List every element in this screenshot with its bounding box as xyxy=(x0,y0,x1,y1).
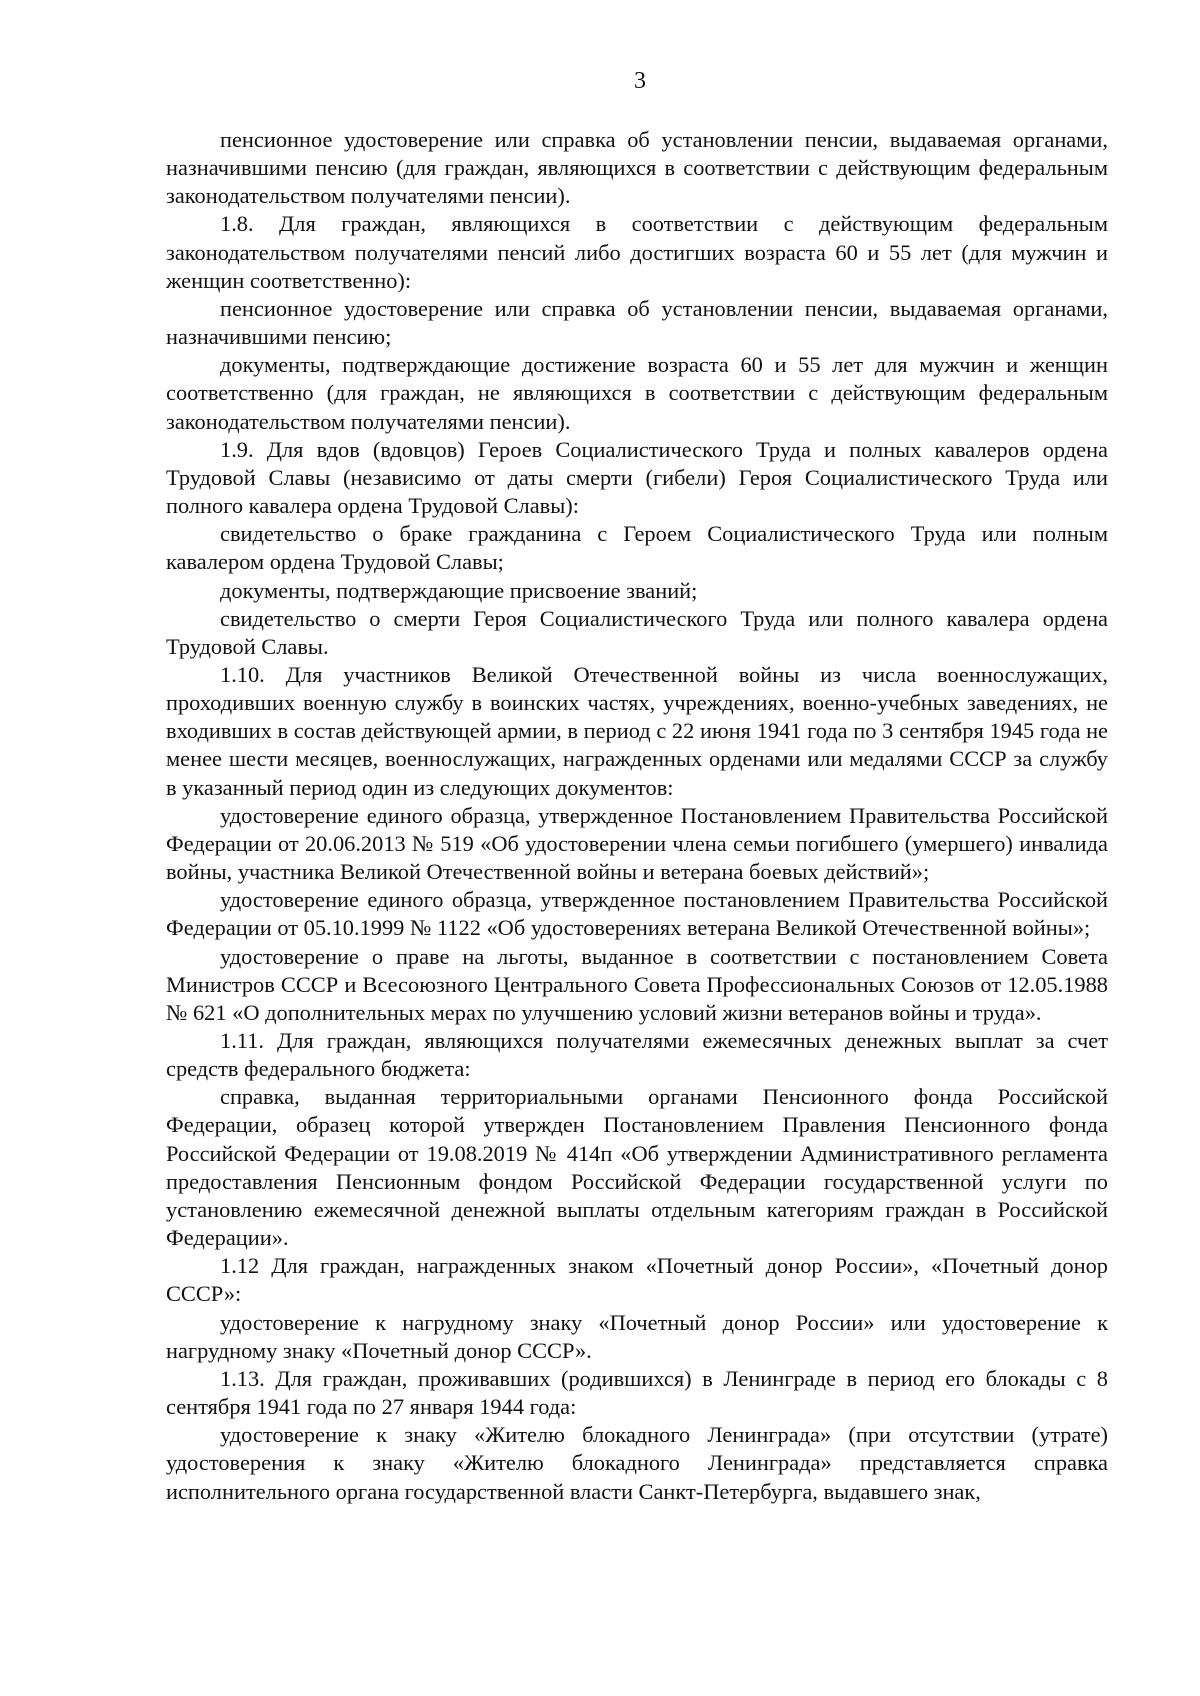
page-number: 3 xyxy=(634,68,646,94)
paragraph-death-certificate: свидетельство о смерти Героя Социалистического Труда или полного кавалера ордена Трудовой Славы. xyxy=(166,605,1108,659)
paragraph-age-documents: документы, подтверждающие достижение возраста 60 и 55 лет для мужчин и женщин соответственно (для граждан, не являющихся в соответствии с действующим федеральным законодательством получателями пенсии). xyxy=(166,352,1108,434)
paragraph-marriage-certificate: свидетельство о браке гражданина с Героем Социалистического Труда или полным кавалером ордена Трудовой Славы; xyxy=(166,521,1108,575)
paragraph-item-1-12: 1.12 Для граждан, награжденных знаком «Почетный донор России», «Почетный донор СССР»: xyxy=(166,1253,1108,1307)
paragraph-certificate-519: удостоверение единого образца, утвержденное Постановлением Правительства Российской Федерации от 20.06.2013 № 519 «Об удостоверении члена семьи погибшего (умершего) инвалида войны, участника Великой Отечественной войны и ветерана боевых действий»; xyxy=(166,802,1108,885)
document-body xyxy=(166,126,1108,1506)
paragraph-donor-certificate: удостоверение к нагрудному знаку «Почетный донор России» или удостоверение к нагрудному знаку «Почетный донор СССР». xyxy=(166,1309,1108,1363)
paragraph-item-1-10: 1.10. Для участников Великой Отечественной войны из числа военнослужащих, проходивших военную службу в воинских частях, учреждениях, военно-учебных заведениях, не входивших в состав действующей армии, в период с 22 июня 1941 года по 3 сентября 1945 года не менее шести месяцев, военнослужащих, награжденных орденами или медалями СССР за службу в указанный период один из следующих документов: xyxy=(166,661,1108,800)
paragraph-title-documents: документы, подтверждающие присвоение званий; xyxy=(220,577,698,603)
paragraph-pension-fund-reference: справка, выданная территориальными органами Пенсионного фонда Российской Федерации, образец которой утвержден Постановлением Правления Пенсионного фонда Российской Федерации от 19.08.2019 № 414п «Об утверждении Административного регламента предоставления Пенсионным фондом Российской Федерации государственной услуги по установлению ежемесячной денежной выплаты отдельным категориям граждан в Российской Федерации». xyxy=(166,1084,1108,1251)
paragraph-certificate-621: удостоверение о праве на льготы, выданное в соответствии с постановлением Совета Министров СССР и Всесоюзного Центрального Совета Профессиональных Союзов от 12.05.1988 № 621 «О дополнительных мерах по улучшению условий жизни ветеранов войны и труда». xyxy=(166,943,1108,1025)
paragraph-item-1-11: 1.11. Для граждан, являющихся получателями ежемесячных денежных выплат за счет средств федерального бюджета: xyxy=(166,1028,1108,1082)
paragraph-item-1-8: 1.8. Для граждан, являющихся в соответствии с действующим федеральным законодательством получателями пенсий либо достигших возраста 60 и 55 лет (для мужчин и женщин соответственно): xyxy=(166,211,1108,293)
paragraph-leningrad-certificate: удостоверение к знаку «Жителю блокадного Ленинграда» (при отсутствии (утрате) удостоверения к знаку «Жителю блокадного Ленинграда» представляется справка исполнительного органа государственной власти Санкт-Петербурга, выдавшего знак, xyxy=(166,1422,1108,1504)
paragraph-certificate-1122: удостоверение единого образца, утвержденное постановлением Правительства Российской Федерации от 05.10.1999 № 1122 «Об удостоверениях ветерана Великой Отечественной войны»; xyxy=(166,887,1108,941)
paragraph-pension-certificate-2: пенсионное удостоверение или справка об установлении пенсии, выдаваемая органами, назначившими пенсию; xyxy=(166,295,1108,350)
paragraph-pension-certificate: пенсионное удостоверение или справка об установлении пенсии, выдаваемая органами, назначившими пенсию (для граждан, являющихся в соответствии с действующим федеральным законодательством получателями пенсии). xyxy=(166,127,1108,209)
paragraph-item-1-13: 1.13. Для граждан, проживавших (родившихся) в Ленинграде в период его блокады с 8 сентября 1941 года по 27 января 1944 года: xyxy=(166,1365,1108,1420)
paragraph-item-1-9: 1.9. Для вдов (вдовцов) Героев Социалистического Труда и полных кавалеров ордена Трудовой Славы (независимо от даты смерти (гибели) Героя Социалистического Труда или полного кавалера ордена Трудовой Славы): xyxy=(166,436,1108,519)
